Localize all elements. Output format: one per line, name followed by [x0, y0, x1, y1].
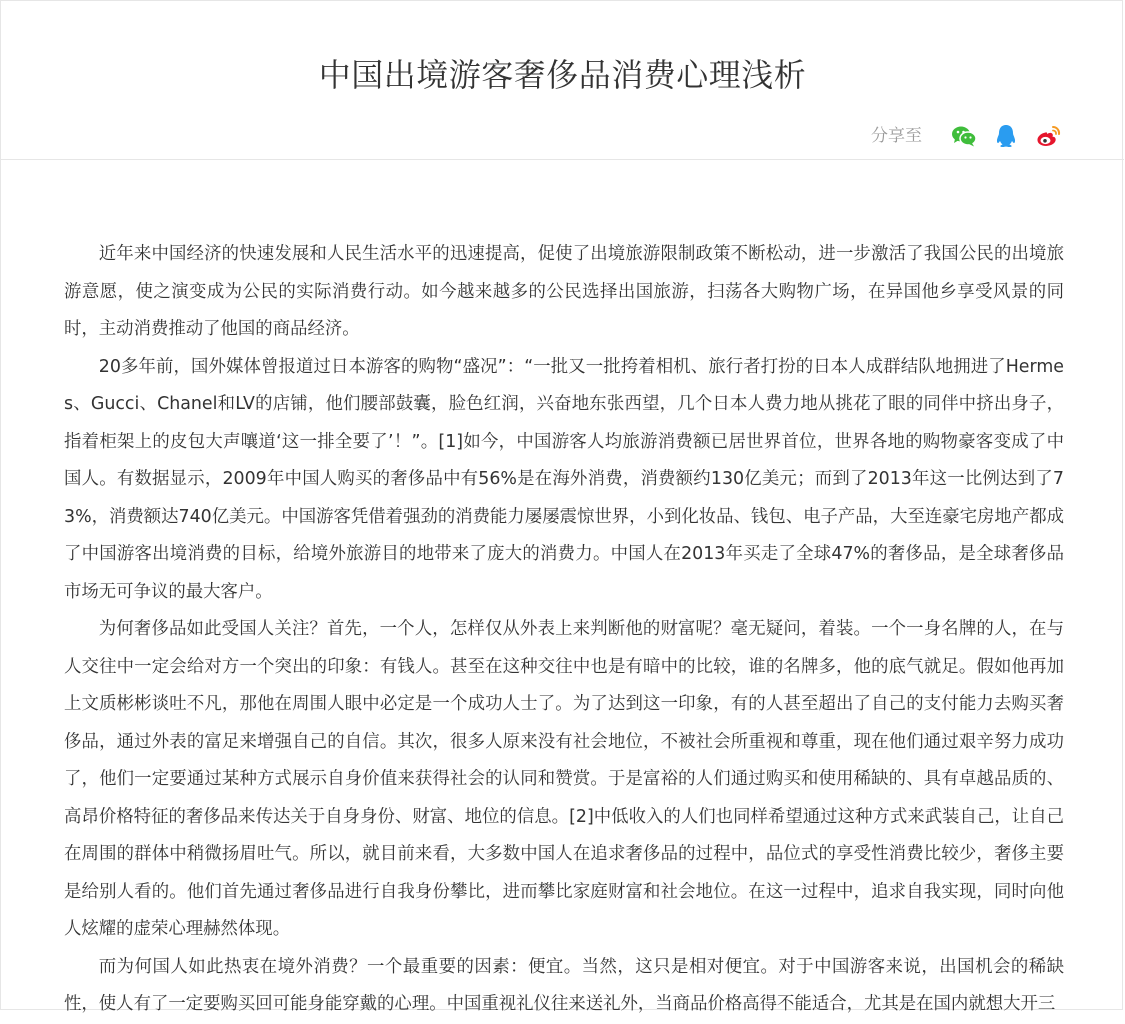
- article-paragraph: 近年来中国经济的快速发展和人民生活水平的迅速提高，促使了出境旅游限制政策不断松动，进一步激活了我国公民的出境旅游意愿，使之演变成为公民的实际消费行动。如今越来越多的公民选择出国旅游，扫荡各大购物广场，在异国他乡享受风景的同时，主动消费推动了他国的商品经济。: [64, 244, 1064, 339]
- share-label: 分享至: [871, 126, 922, 146]
- article-paragraph: 为何奢侈品如此受国人关注？首先，一个人，怎样仅从外表上来判断他的财富呢？毫无疑问，着装。一个一身名牌的人，在与人交往中一定会给对方一个突出的印象：有钱人。甚至在这种交往中也是有暗中的比较，谁的名牌多，他的底气就足。假如他再加上文质彬彬谈吐不凡，那他在周围人眼中必定是一个成功人士了。为了达到这一印象，有的人甚至超出了自己的支付能力去购买奢侈品，通过外表的富足来增强自己的自信。其次，很多人原来没有社会地位，不被社会所重视和尊重，现在他们通过艰辛努力成功了，他们一定要通过某种方式展示自身价值来获得社会的认同和赞赏。于是富裕的人们通过购买和使用稀缺的、具有卓越品质的、高昂价格特征的奢侈品来传达关于自身身份、财富、地位的信息。[2]中低收入的人们也同样希望通过这种方式来武装自己，让自己在周围的群体中稍微扬眉吐气。所以，就目前来看，大多数中国人在追求奢侈品的过程中，品位式的享受性消费比较少，奢侈主要是给别人看的。他们首先通过奢侈品进行自我身份攀比，进而攀比家庭财富和社会地位。在这一过程中，追求自我实现，同时向他人炫耀的虚荣心理赫然体现。: [64, 619, 1064, 939]
- article-title: 中国出境游客奢侈品消费心理浅析: [318, 56, 807, 94]
- wechat-icon[interactable]: [950, 122, 978, 150]
- qq-icon[interactable]: [992, 122, 1020, 150]
- article-paragraph: 而为何国人如此热衷在境外消费？一个最重要的因素：便宜。当然，这只是相对便宜。对于中国游客来说，出国机会的稀缺性，使人有了一定要购买回可能身能穿戴的心理。中国重视礼仪往来送礼外，当商品价格高得不能适合，尤其是在国内就想大开三: [64, 956, 1064, 1014]
- share-bar: [871, 120, 1062, 152]
- article-paragraph: 20多年前，国外媒体曾报道过日本游客的购物“盛况”：“一批又一批挎着相机、旅行者打扮的日本人成群结队地拥进了Hermes、Gucci、Chanel和LV的店铺，他们腰部鼓囊，脸色红润，兴奋地东张西望，几个日本人费力地从挑花了眼的同伴中挤出身子，指着柜架上的皮包大声嚷道‘这一排全要了’！”。[1]如今，中国游客人均旅游消费额已居世界首位，世界各地的购物豪客变成了中国人。有数据显示，2009年中国人购买的奢侈品中有56%是在海外消费，消费额约130亿美元；而到了2013年这一比例达到了73%，消费额达740亿美元。中国游客凭借着强劲的消费能力屡屡震惊世界，小到化妆品、钱包、电子产品，大至连豪宅房地产都成了中国游客出境消费的目标，给境外旅游目的地带来了庞大的消费力。中国人在2013年买走了全球47%的奢侈品，是全球奢侈品市场无可争议的最大客户。: [64, 356, 1064, 602]
- weibo-icon[interactable]: [1034, 122, 1062, 150]
- article-body: [64, 236, 1064, 1024]
- article-header: [1, 1, 1124, 160]
